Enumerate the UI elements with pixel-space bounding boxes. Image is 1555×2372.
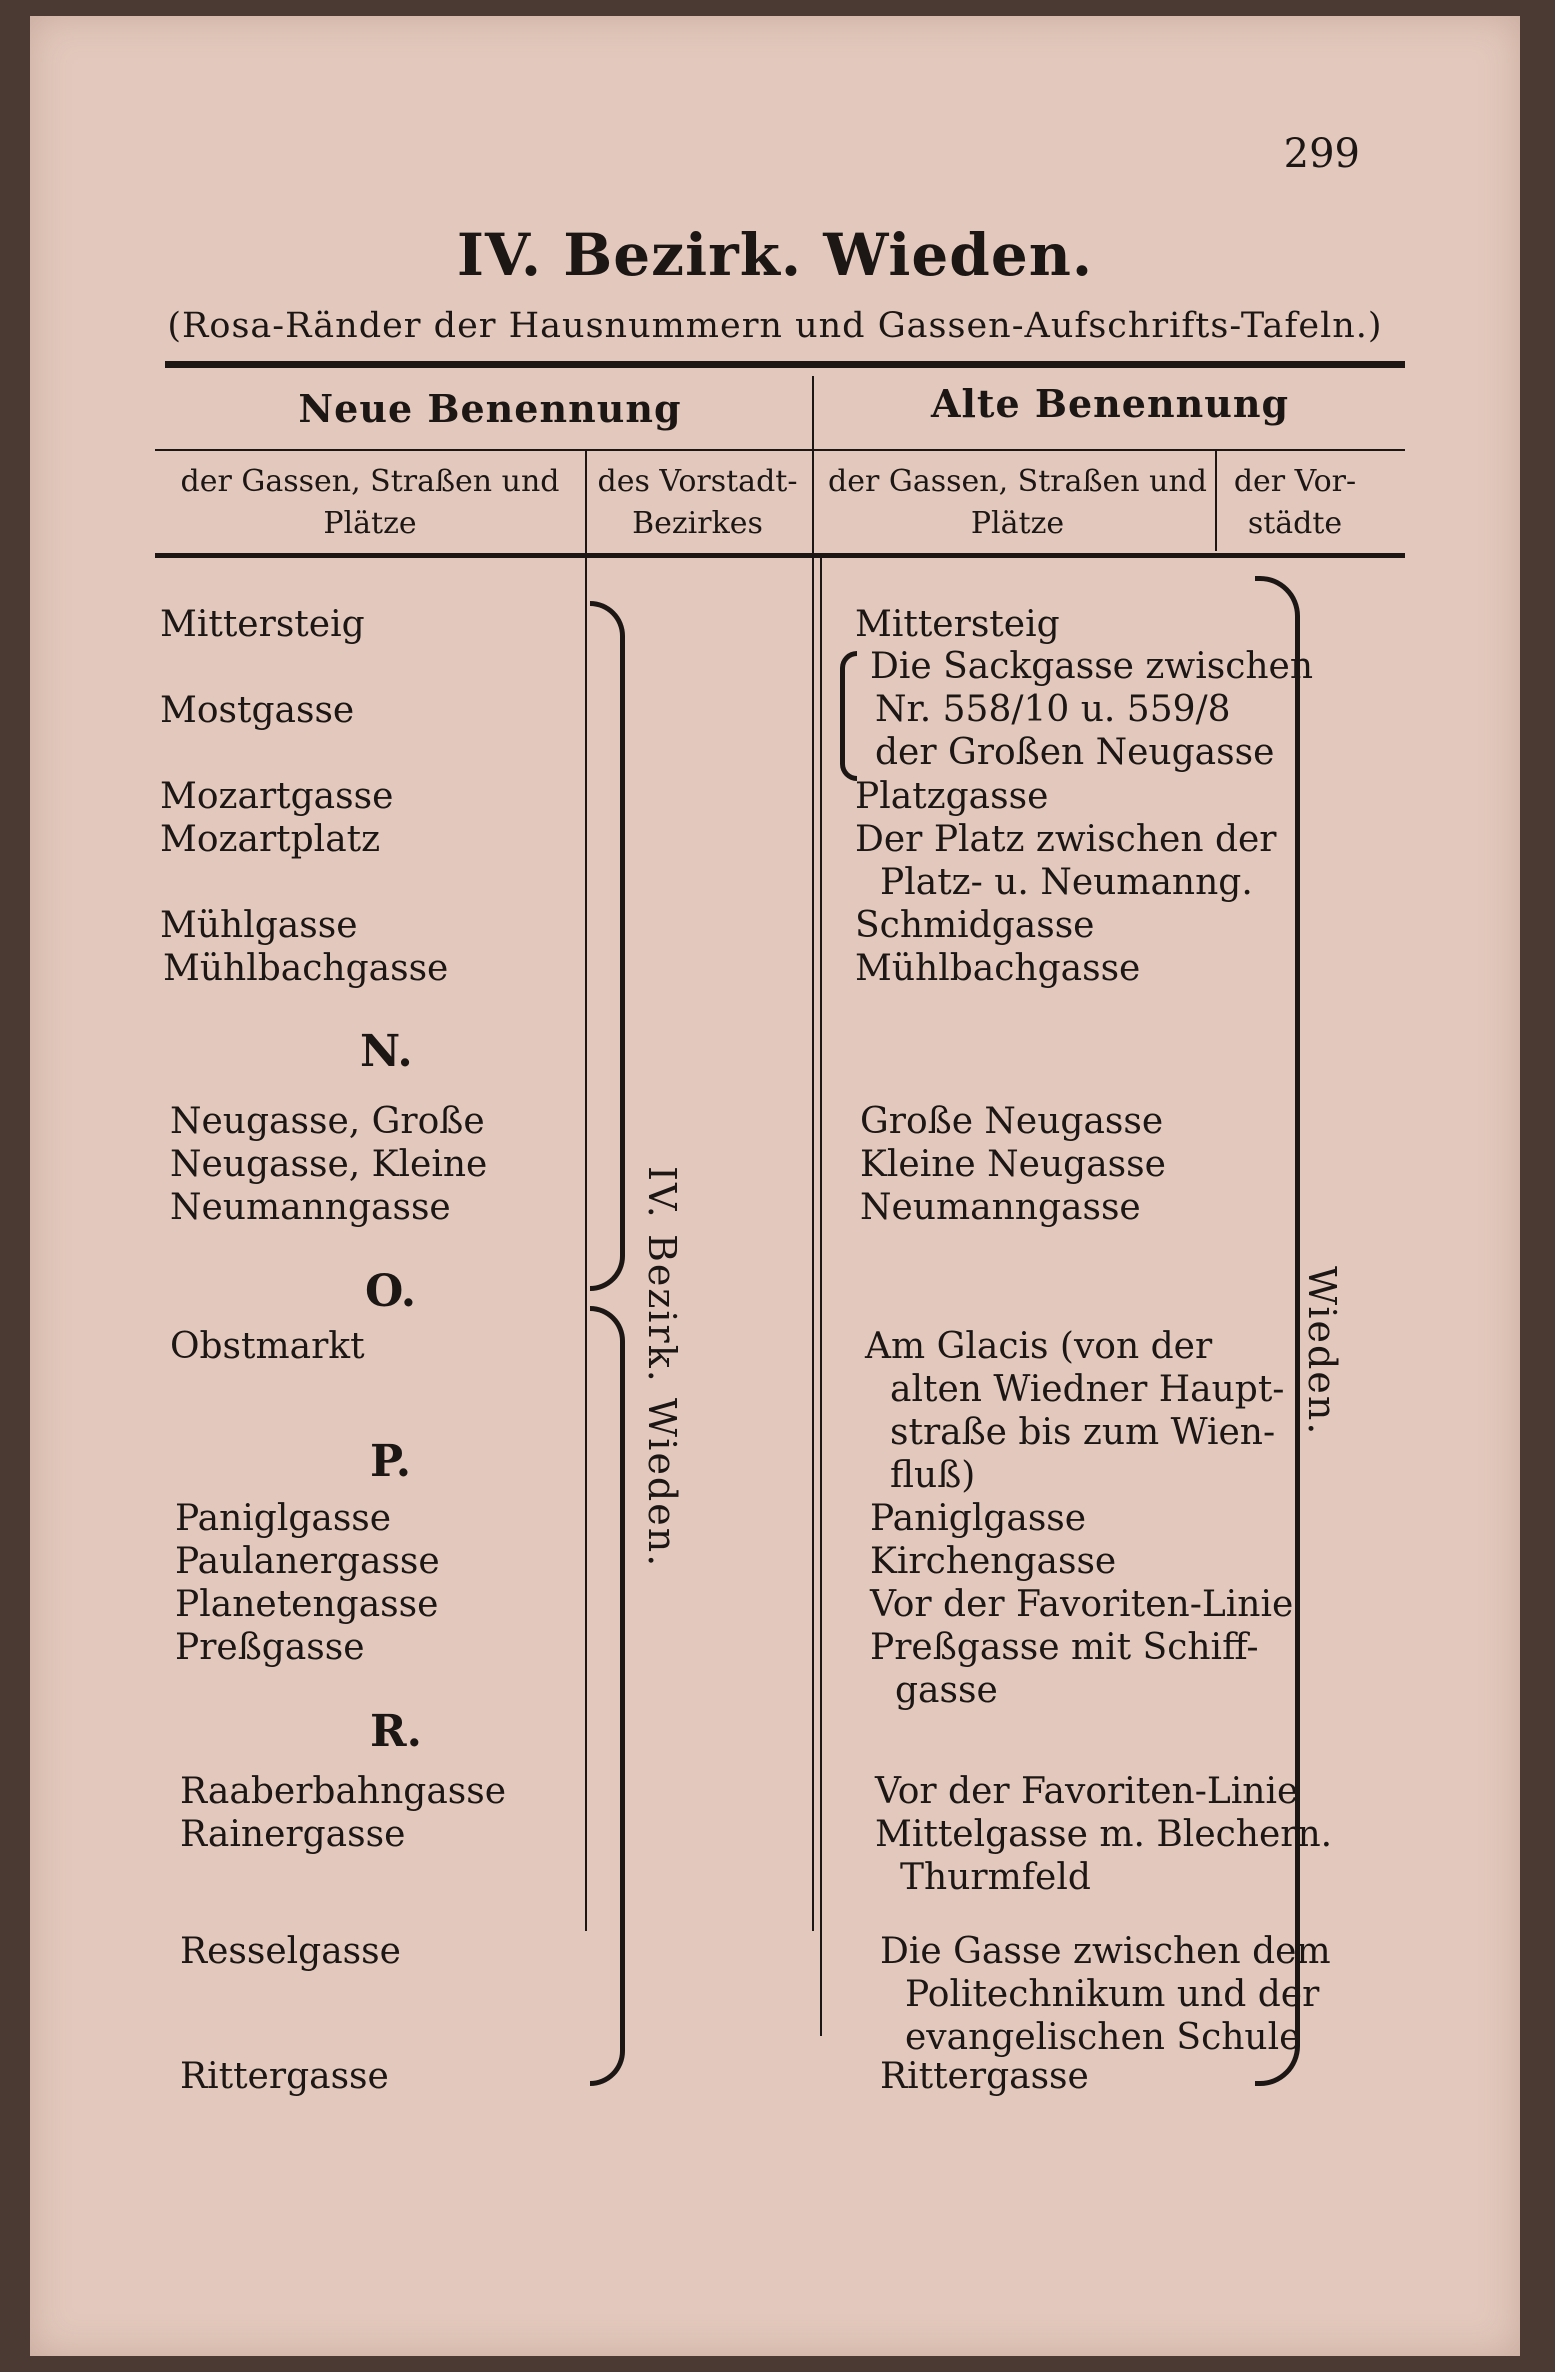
old-name-3b: Platz- u. Neumanng.	[880, 862, 1253, 903]
old-name-9d: fluß)	[890, 1455, 976, 1496]
column-divider-3	[820, 556, 822, 2036]
old-name-11: Kirchengasse	[870, 1541, 1117, 1582]
suburb-vertical-label: Wieden.	[1300, 1266, 1344, 1437]
page-title: IV. Bezirk. Wieden.	[456, 221, 1094, 289]
old-name-9a: Am Glacis (von der	[865, 1326, 1213, 1367]
old-name-13a: Preßgasse mit Schiff-	[870, 1627, 1259, 1668]
header-bottom-rule	[155, 553, 1405, 558]
new-name-7: Neugasse, Kleine	[170, 1144, 488, 1185]
header-streets-old: der Gassen, Straßen und Plätze	[828, 464, 1207, 541]
new-name-11: Paulanergasse	[175, 1541, 440, 1582]
section-letter-n: N.	[360, 1026, 413, 1077]
new-name-2: Mozartgasse	[160, 776, 394, 817]
old-name-12: Vor der Favoriten-Linie	[870, 1584, 1294, 1625]
new-name-16: Resselgasse	[180, 1931, 401, 1972]
header-mid-rule	[155, 449, 1405, 451]
old-name-5: Mühlbachgasse	[855, 948, 1141, 989]
district-vertical-label: IV. Bezirk. Wieden.	[640, 1166, 684, 1569]
header-new-naming: Neue Benennung	[298, 386, 682, 431]
header-old-naming: Alte Benennung	[930, 381, 1290, 426]
new-name-12: Planetengasse	[175, 1584, 439, 1625]
old-name-10: Paniglgasse	[870, 1498, 1087, 1539]
new-name-10: Paniglgasse	[175, 1498, 392, 1539]
old-name-4: Schmidgasse	[855, 905, 1095, 946]
new-name-14: Raaberbahngasse	[180, 1771, 507, 1812]
column-divider-2	[812, 451, 814, 1931]
section-letter-p: P.	[370, 1436, 412, 1487]
old-name-6: Große Neugasse	[860, 1101, 1164, 1142]
section-letter-r: R.	[370, 1706, 422, 1757]
new-name-13: Preßgasse	[175, 1627, 365, 1668]
new-name-0: Mittersteig	[160, 604, 365, 645]
header-streets-new: der Gassen, Straßen und Plätze	[180, 464, 560, 541]
new-name-5: Mühlbachgasse	[163, 948, 449, 989]
old-name-16b: Politechnikum und der	[905, 1974, 1320, 2015]
old-name-9b: alten Wiedner Haupt-	[890, 1369, 1285, 1410]
old-name-3a: Der Platz zwischen der	[855, 819, 1277, 860]
new-name-1: Mostgasse	[160, 690, 355, 731]
old-name-1a: Die Sackgasse zwischen	[870, 646, 1314, 687]
mostgasse-brace	[840, 651, 857, 781]
header-district: des Vorstadt-Bezirkes	[597, 464, 798, 541]
new-name-15: Rainergasse	[180, 1814, 406, 1855]
new-name-9: Obstmarkt	[170, 1326, 365, 1367]
old-name-16a: Die Gasse zwischen dem	[880, 1931, 1331, 1972]
old-name-15a: Mittelgasse m. Blechern.	[875, 1814, 1333, 1855]
old-name-15b: Thurmfeld	[900, 1857, 1091, 1898]
column-divider-4	[1215, 451, 1217, 551]
section-letter-o: O.	[365, 1266, 417, 1317]
new-name-3: Mozartplatz	[160, 819, 381, 860]
old-name-0: Mittersteig	[855, 604, 1060, 645]
district-brace-upper	[590, 601, 625, 1291]
page-number: 299	[1283, 131, 1360, 177]
old-name-14: Vor der Favoriten-Linie	[875, 1771, 1299, 1812]
old-name-16c: evangelischen Schule	[905, 2017, 1301, 2058]
old-name-7: Kleine Neugasse	[860, 1144, 1166, 1185]
old-name-1b: Nr. 558/10 u. 559/8	[875, 689, 1231, 730]
old-name-9c: straße bis zum Wien-	[890, 1412, 1276, 1453]
page-subtitle: (Rosa-Ränder der Hausnummern und Gassen-Aufschrifts-Tafeln.)	[167, 306, 1383, 346]
district-brace-lower	[590, 1306, 625, 2086]
new-name-17: Rittergasse	[180, 2056, 389, 2097]
old-name-2: Platzgasse	[855, 776, 1049, 817]
old-name-13b: gasse	[895, 1670, 998, 1711]
new-name-4: Mühlgasse	[160, 905, 358, 946]
header-divider-main	[812, 376, 814, 451]
table-top-rule	[165, 361, 1405, 368]
column-divider-1	[585, 451, 587, 1931]
book-page	[30, 16, 1520, 2356]
old-name-8: Neumanngasse	[860, 1187, 1141, 1228]
old-name-1c: der Großen Neugasse	[875, 732, 1275, 773]
suburb-brace	[1255, 576, 1300, 2086]
new-name-8: Neumanngasse	[170, 1187, 451, 1228]
header-suburbs: der Vor-städte	[1233, 464, 1357, 541]
old-name-17: Rittergasse	[880, 2056, 1089, 2097]
new-name-6: Neugasse, Große	[170, 1101, 485, 1142]
